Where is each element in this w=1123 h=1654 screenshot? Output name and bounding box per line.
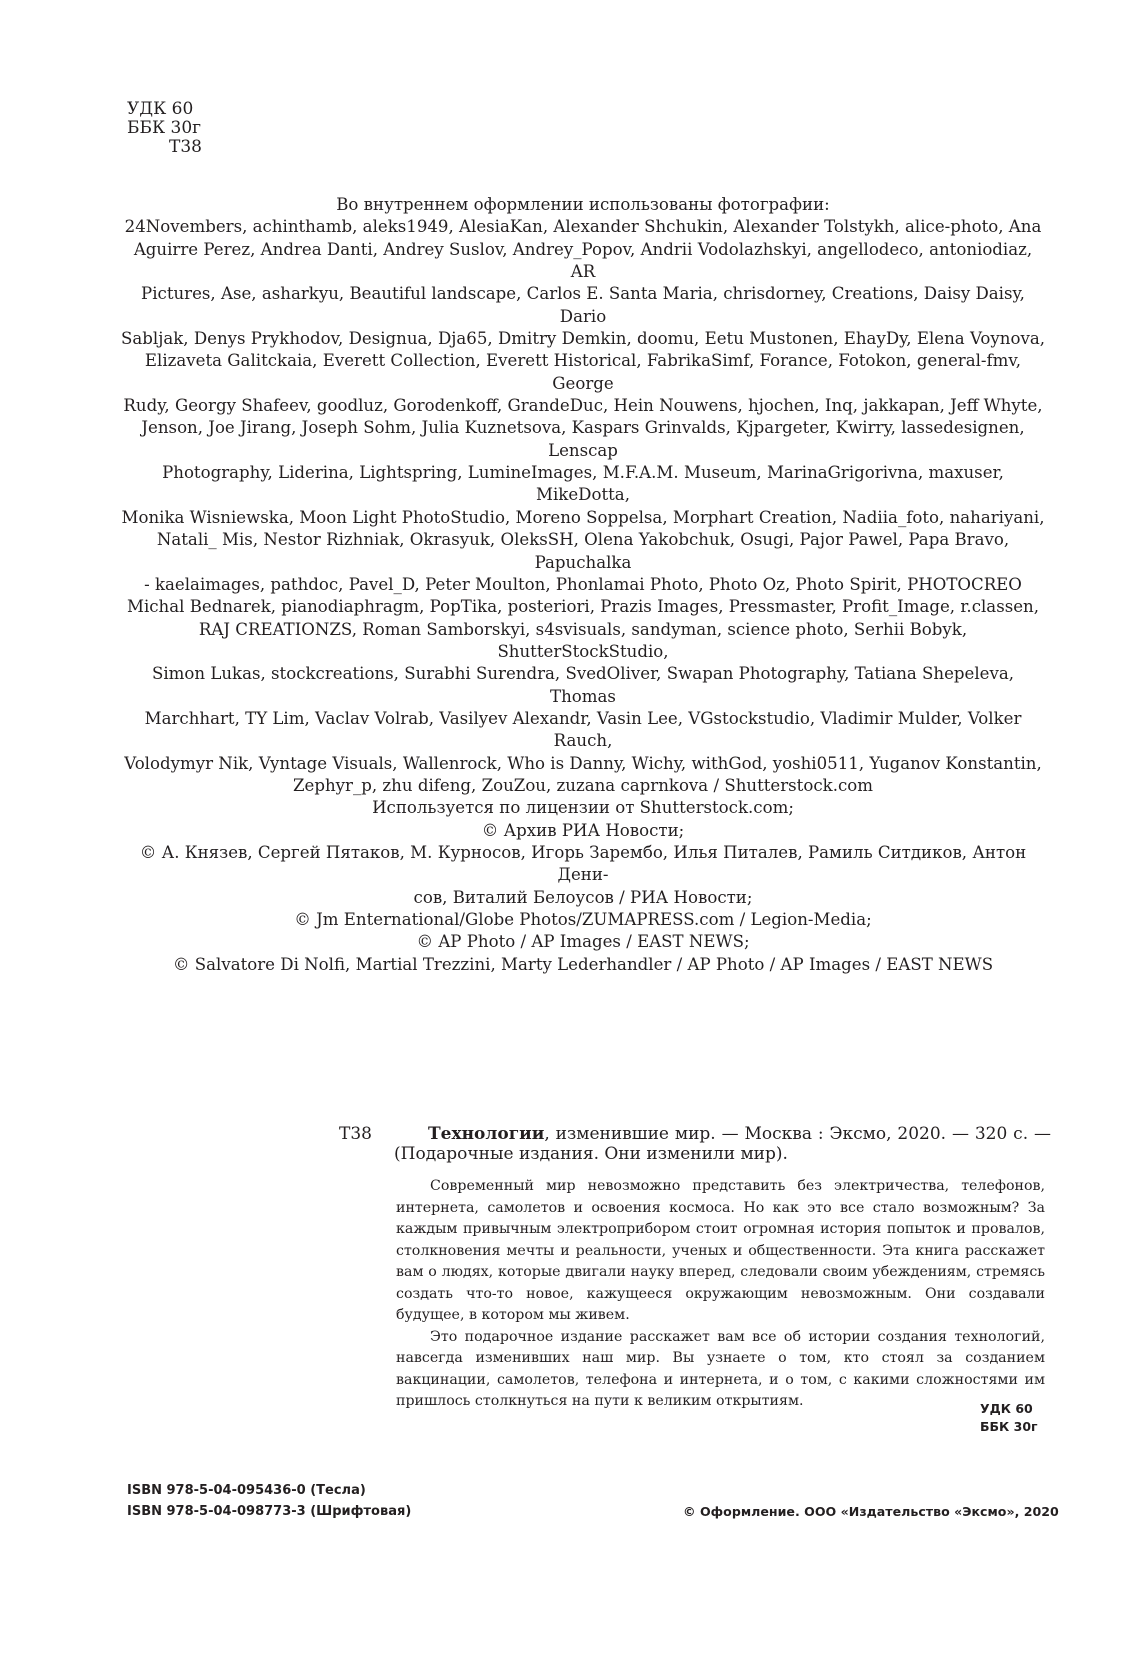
catalog-classification: [980, 1400, 1038, 1436]
udk-code: УДК 60: [127, 99, 194, 119]
credit-line: Jenson, Joe Jirang, Joseph Sohm, Julia Kuznetsova, Kaspars Grinvalds, Kjpargeter, Kwirry, lassedesignen, Lenscap: [141, 418, 1025, 460]
credit-line: сов, Виталий Белоусов / РИА Новости;: [413, 887, 753, 907]
credit-line: Simon Lukas, stockcreations, Surabhi Surendra, SvedOliver, Swapan Photography, Tatiana Shepeleva, Thomas: [151, 664, 1015, 706]
credit-line: Michal Bednarek, pianodiaphragm, PopTika, posteriori, Prazis Images, Pressmaster, Profit_Image, r.classen,: [126, 597, 1040, 617]
credit-line: - kaelaimages, pathdoc, Pavel_D, Peter Moulton, Phonlamai Photo, Photo Oz, Photo Spirit, PHOTOCREO: [144, 574, 1022, 594]
credit-line: © Jm Enternational/Globe Photos/ZUMAPRESS.com / Legion-Media;: [294, 910, 872, 929]
credit-line: © А. Князев, Сергей Пятаков, М. Курносов, Игорь Зарембо, Илья Питалев, Рамиль Ситдиков, Антон Дени-: [139, 842, 1027, 885]
annotation: [396, 1176, 1045, 1413]
book-title: Технологии: [428, 1124, 545, 1144]
credit-line: Monika Wisniewska, Moon Light PhotoStudio, Moreno Soppelsa, Morphart Creation, Nadiia_foto, nahariyani,: [121, 507, 1045, 527]
credit-line: Sabljak, Denys Prykhodov, Designua, Dja65, Dmitry Demkin, doomu, Eetu Mustonen, EhayDy, Elena Voynova,: [121, 329, 1045, 349]
credit-line: Rudy, Georgy Shafeev, goodluz, Gorodenkoff, GrandeDuc, Hein Nouwens, hjochen, Inq, jakkapan, Jeff Whyte,: [123, 396, 1043, 416]
credit-line: Elizaveta Galitckaia, Everett Collection, Everett Historical, FabrikaSimf, Forance, Fotokon, general-fmv, George: [144, 351, 1022, 393]
credit-line: © AP Photo / AP Images / EAST NEWS;: [416, 932, 750, 952]
credit-line: Во внутреннем оформлении использованы фотографии:: [336, 195, 830, 214]
photo-credits: [120, 194, 1046, 976]
credit-line: © Архив РИА Новости;: [481, 820, 685, 840]
isbn-line: ISBN 978-5-04-098773-3 (Шрифтовая): [127, 1504, 412, 1519]
credit-line: Photography, Liderina, Lightspring, LumineImages, M.F.A.M. Museum, MarinaGrigorivna, maxuser, MikeDotta,: [162, 463, 1004, 505]
isbn-block: [127, 1480, 411, 1522]
annotation-paragraph: Современный мир невозможно представить без электричества, телефонов, интернета, самолетов и освоения космоса. Но как это все стало возможным? За каждым привычным электроприбором стоит огромная история попыток и провалов, столкновения мечты и реальности, ученых и общественности. Эта книга расскажет вам о людях, которые двигали науку вперед, следовали своим убеждениям, стремясь создать что-то новое, кажущееся окружающим невозможным. Они создавали будущее, в котором мы живем.: [396, 1178, 1045, 1323]
bbk-code: ББК 30г: [980, 1419, 1038, 1434]
credit-line: Aguirre Perez, Andrea Danti, Andrey Suslov, Andrey_Popov, Andrii Vodolazhskyi, angellodeco, antoniodiaz, AR: [133, 239, 1033, 282]
credit-line: Используется по лицензии от Shutterstock.com;: [372, 798, 794, 818]
catalog-title: [394, 1124, 1051, 1164]
credit-line: © Salvatore Di Nolfi, Martial Trezzini, Marty Lederhandler / AP Photo / AP Images / EAST NEWS: [172, 954, 994, 974]
bbk-code: ББК 30г: [127, 118, 202, 138]
catalog-code: Т38: [339, 1124, 372, 1144]
catalog-card: [339, 1124, 1051, 1413]
annotation-paragraph: Это подарочное издание расскажет вам все об истории создания технологий, навсегда изменивших наш мир. Вы узнаете о том, кто стоял за созданием вакцинации, самолетов, телефона и интернета, и о том, с какими сложностями им пришлось столкнуться на пути к великим открытиям.: [396, 1328, 1045, 1409]
credit-line: Natali_ Mis, Nestor Rizhniak, Okrasyuk, OleksSH, Olena Yakobchuk, Osugi, Pajor Pawel, Papa Bravo, Papuchalka: [156, 530, 1010, 572]
classification-codes: [127, 100, 202, 157]
credit-line: Volodymyr Nik, Vyntage Visuals, Wallenrock, Who is Danny, Wichy, withGod, yoshi0511, Yuganov Konstantin,: [124, 753, 1042, 773]
bibliographic-details: , изменившие мир. — Москва : Эксмо, 2020. — 320 с. — (Подарочные издания. Они изменили мир).: [394, 1124, 1051, 1164]
credit-line: 24Novembers, achinthamb, aleks1949, AlesiaKan, Alexander Shchukin, Alexander Tolstykh, alice-photo, Ana: [124, 217, 1042, 237]
credit-line: RAJ CREATIONZS, Roman Samborskyi, s4svisuals, sandyman, science photo, Serhii Bobyk, ShutterStockStudio,: [198, 619, 968, 661]
author-mark: Т38: [169, 137, 202, 157]
credit-line: Zephyr_p, zhu difeng, ZouZou, zuzana caprnkova / Shutterstock.com: [293, 775, 873, 795]
copyright-notice: © Оформление. ООО «Издательство «Эксмо», 2020: [683, 1504, 1059, 1519]
udk-code: УДК 60: [980, 1401, 1033, 1416]
credit-line: Marchhart, TY Lim, Vaclav Volrab, Vasilyev Alexandr, Vasin Lee, VGstockstudio, Vladimir Mulder, Volker Rauch,: [144, 708, 1022, 751]
credit-line: Pictures, Ase, asharkyu, Beautiful landscape, Carlos E. Santa Maria, chrisdorney, Creations, Daisy Daisy, Dario: [141, 284, 1025, 326]
isbn-line: ISBN 978-5-04-095436-0 (Тесла): [127, 1483, 366, 1498]
